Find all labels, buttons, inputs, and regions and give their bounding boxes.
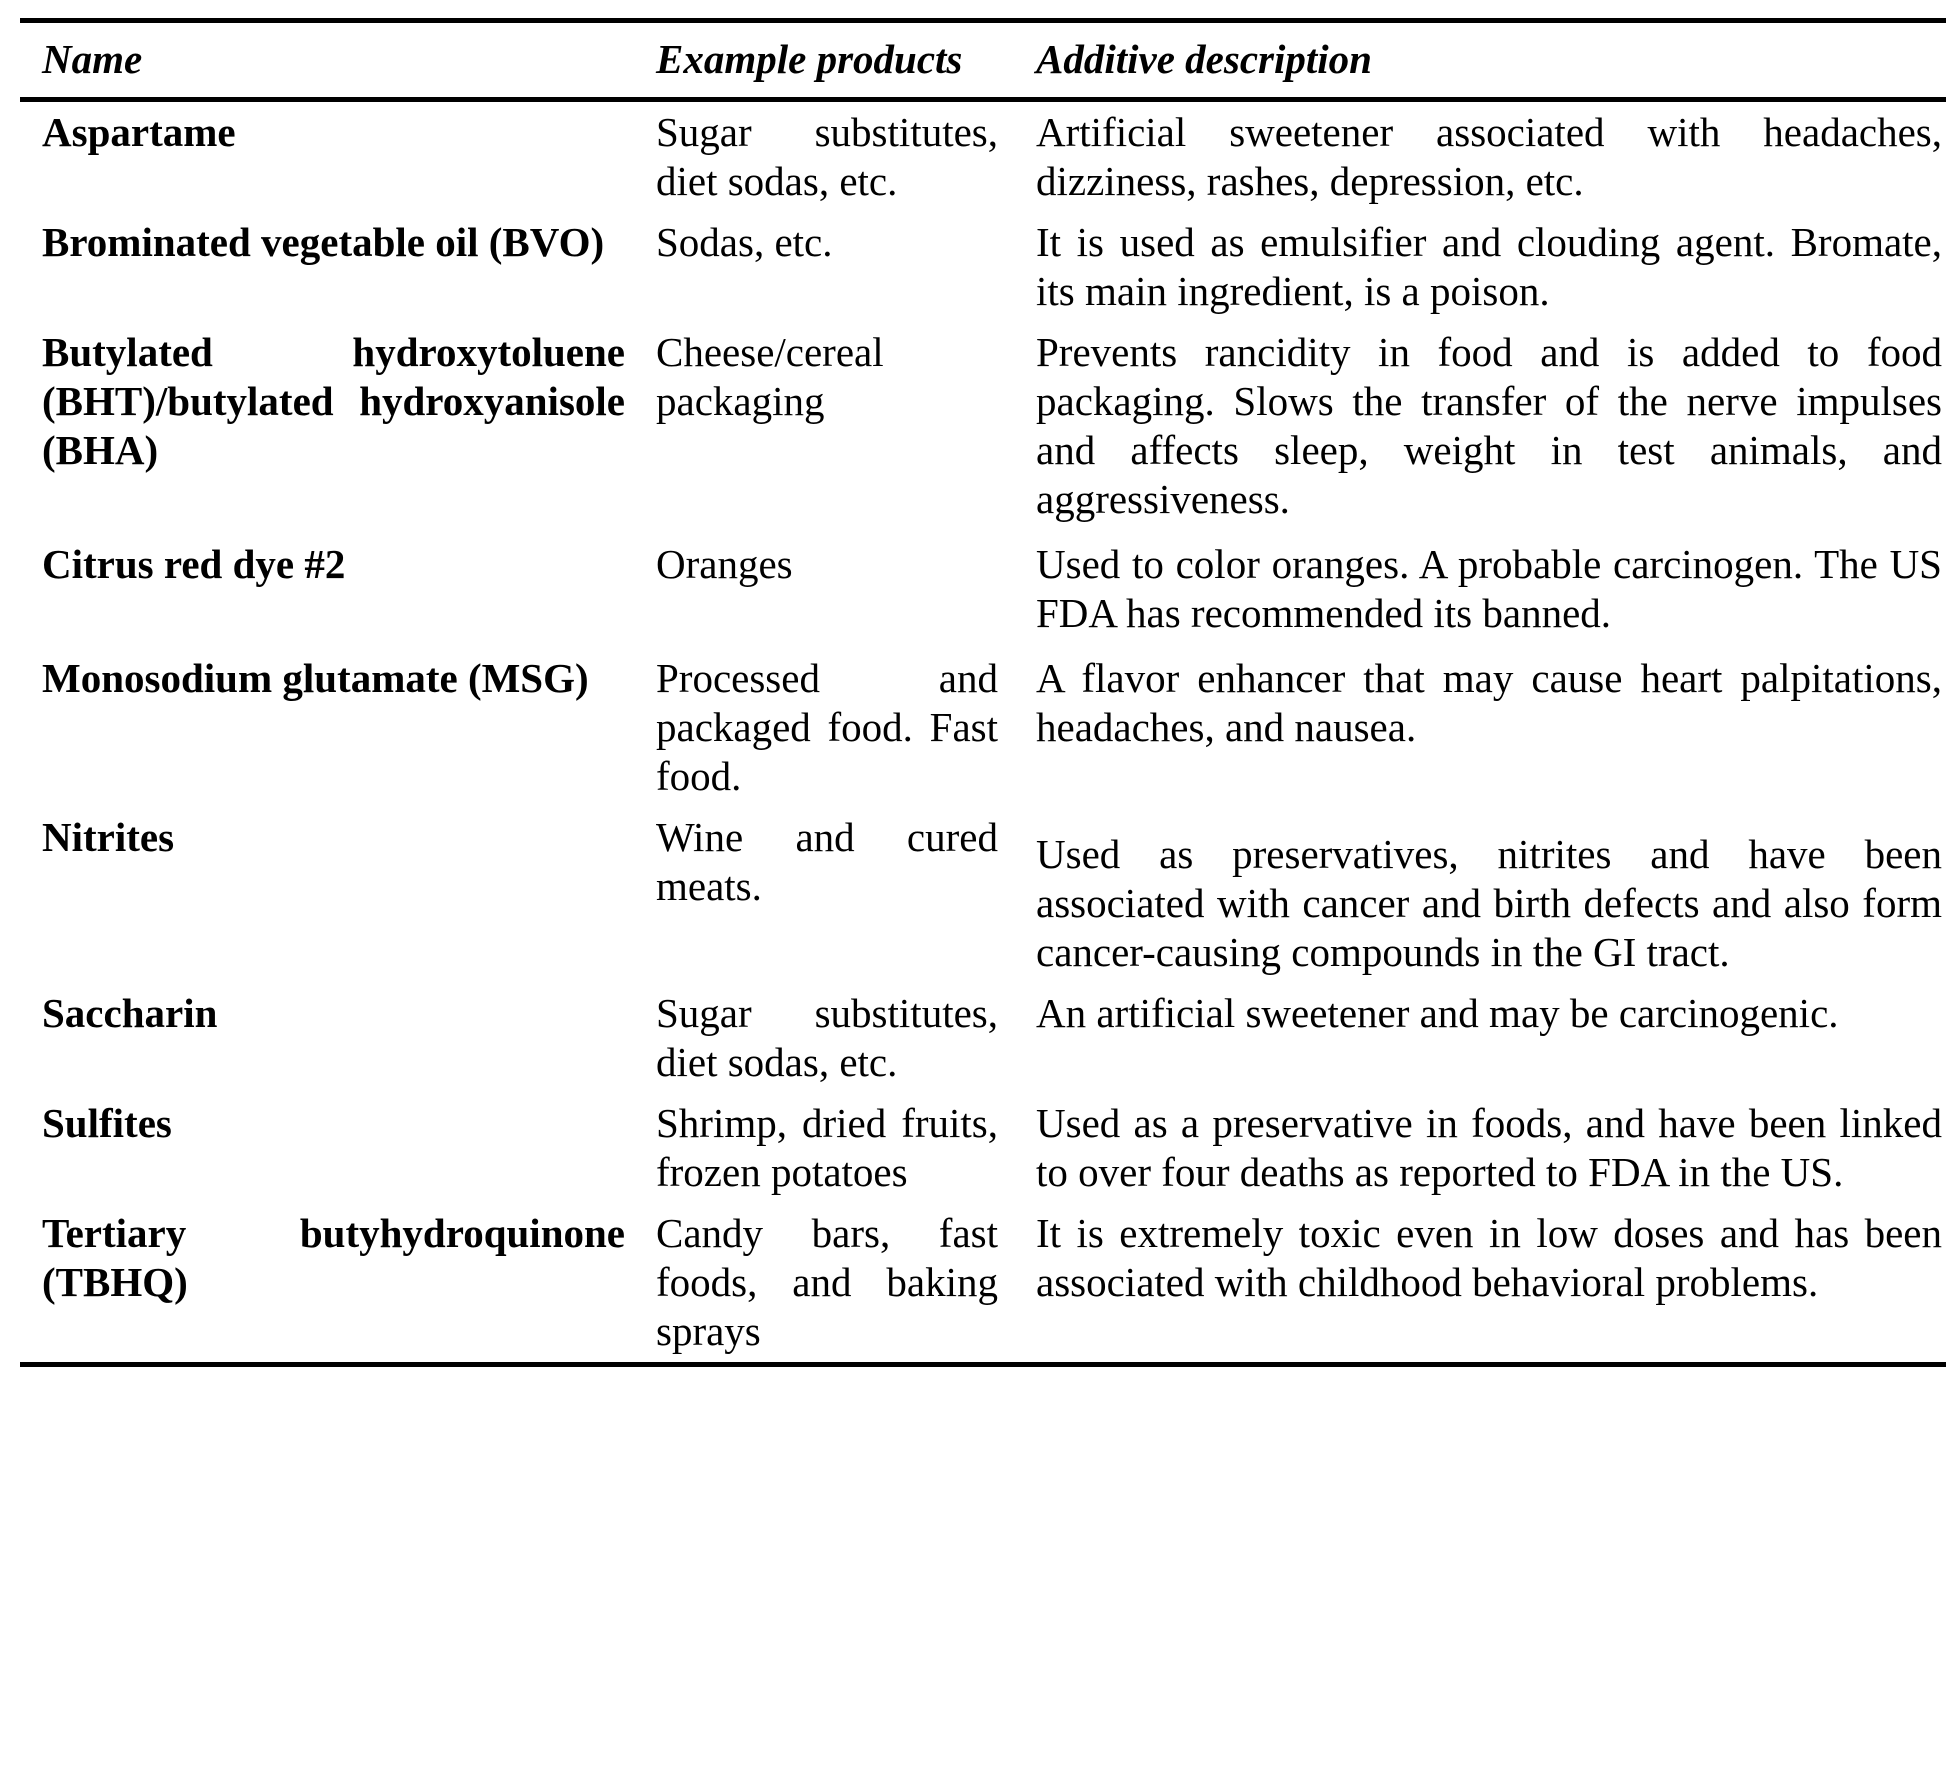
cell-additive-description: Used as preservatives, nitrites and have been associated with cancer and birth defects and also form cancer-causing compounds in the GI tract. (1036, 831, 1942, 975)
cell-name: Brominated vegetable oil (BVO) (42, 219, 605, 265)
cell-name: Sulfites (42, 1100, 172, 1146)
cell-example-products: Wine and cured meats. (656, 814, 998, 909)
table-row (20, 1093, 1946, 1203)
cell-example-products: Sugar substitutes, diet sodas, etc. (656, 109, 998, 204)
cell-name: Monosodium glutamate (MSG) (42, 655, 589, 701)
table-header (20, 21, 1946, 100)
column-header-additive-description: Additive description (1018, 21, 1946, 100)
column-header-example-products: Example products (648, 21, 1018, 100)
table-row (20, 212, 1946, 322)
cell-additive-description: Prevents rancidity in food and is added to food packaging. Slows the transfer of the nerve impulses and affects sleep, weight in test animals, and aggressiveness. (1036, 329, 1942, 522)
cell-name: Aspartame (42, 109, 236, 155)
table-row (20, 983, 1946, 1093)
cell-example-products: Cheese/cereal packaging (656, 329, 884, 424)
table-row (20, 322, 1946, 530)
table-row (20, 1203, 1946, 1365)
cell-additive-description: Artificial sweetener associated with headaches, dizziness, rashes, depression, etc. (1036, 109, 1942, 204)
cell-additive-description: A flavor enhancer that may cause heart palpitations, headaches, and nausea. (1036, 655, 1942, 750)
table-body (20, 100, 1946, 1365)
cell-name: Citrus red dye #2 (42, 541, 346, 587)
table-row (20, 100, 1946, 213)
cell-additive-description: Used to color oranges. A probable carcinogen. The US FDA has recommended its banned. (1036, 541, 1942, 636)
table-row (20, 530, 1946, 644)
cell-example-products: Sugar substitutes, diet sodas, etc. (656, 990, 998, 1085)
cell-example-products: Oranges (656, 541, 793, 587)
table-row (20, 807, 1946, 983)
cell-name: Tertiary butyhydroquinone (TBHQ) (20, 1203, 648, 1365)
column-header-name: Name (20, 21, 648, 100)
cell-name: Nitrites (42, 814, 175, 860)
cell-additive-description: An artificial sweetener and may be carcinogenic. (1036, 990, 1839, 1036)
cell-name: Saccharin (42, 990, 218, 1036)
cell-example-products: Processed and packaged food. Fast food. (656, 655, 998, 799)
cell-name: Butylated hydroxytoluene (BHT)/butylated hydroxyanisole (BHA) (42, 329, 625, 473)
cell-example-products: Shrimp, dried fruits, frozen potatoes (656, 1100, 998, 1195)
cell-additive-description: Used as a preservative in foods, and have been linked to over four deaths as reported to FDA in the US. (1036, 1100, 1942, 1195)
cell-additive-description: It is used as emulsifier and clouding agent. Bromate, its main ingredient, is a poison. (1036, 219, 1942, 314)
food-additives-table (20, 18, 1946, 1367)
cell-additive-description: It is extremely toxic even in low doses and has been associated with childhood behavioral problems. (1018, 1203, 1946, 1365)
cell-example-products: Sodas, etc. (656, 219, 833, 265)
table-header-row (20, 21, 1946, 100)
cell-example-products: Candy bars, fast foods, and baking sprays (648, 1203, 1018, 1365)
table-row (20, 644, 1946, 807)
